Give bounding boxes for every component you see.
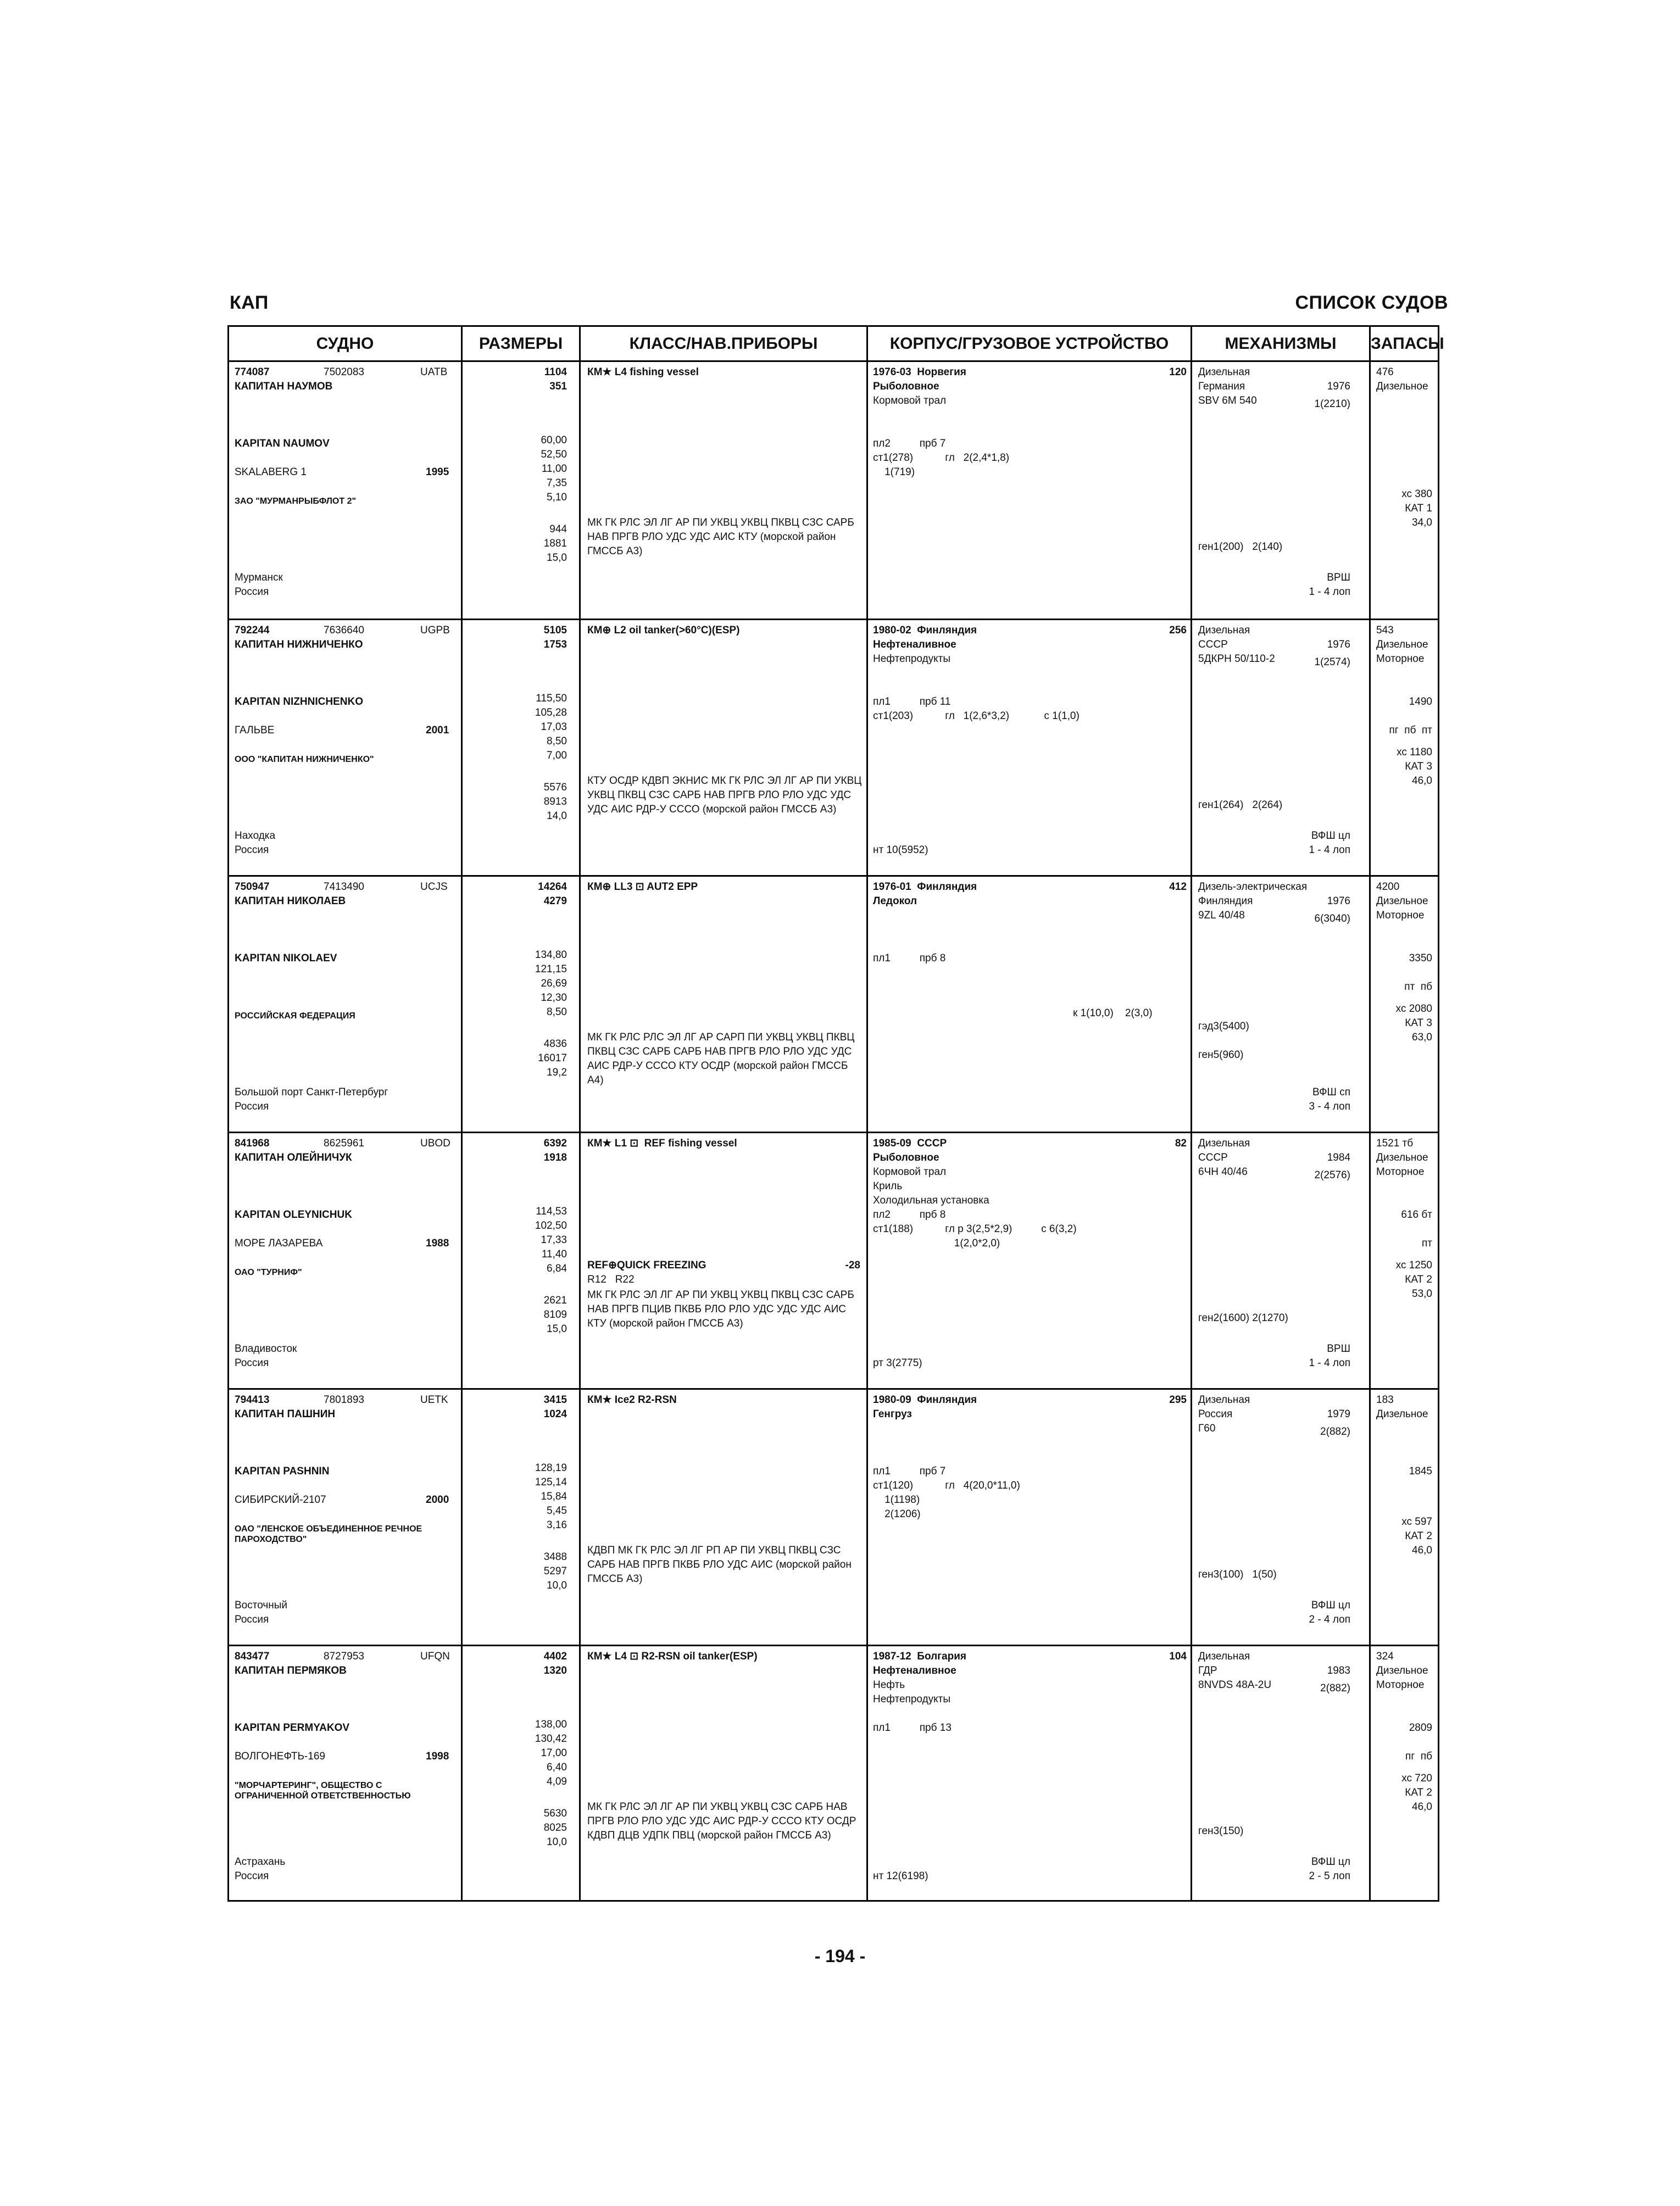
- cargo-tanks: нт 12(6198): [873, 1870, 928, 1882]
- deadweight-value: 16017: [538, 1052, 567, 1064]
- former-name-year: 2001: [426, 725, 449, 736]
- stores-fuel: 4200: [1376, 881, 1400, 893]
- registry-number: 843477: [235, 1651, 270, 1662]
- stores-water: 63,0: [1412, 1032, 1432, 1043]
- cargo-tanks: рт 3(2775): [873, 1357, 922, 1369]
- class-notation: КМ⊕ LL3 ⊡ AUT2 EPP: [587, 881, 698, 893]
- ship-name-latin: KAPITAN PASHNIN: [235, 1466, 330, 1477]
- stores-water: 53,0: [1412, 1288, 1432, 1300]
- tonnage-value: 6392: [543, 1138, 567, 1149]
- propeller-blades: 3 - 4 лоп: [1309, 1101, 1350, 1112]
- stores-water: хс 720: [1401, 1773, 1432, 1784]
- ship-record: [229, 362, 1438, 619]
- class-notation: КМ⊕ L2 oil tanker(>60°C)(ESP): [587, 625, 740, 636]
- deadweight-value: 5630: [543, 1808, 567, 1819]
- former-name-year: 1988: [426, 1238, 449, 1249]
- dimension-value: 11,40: [541, 1249, 567, 1260]
- ship-name-latin: KAPITAN NIZHNICHENKO: [235, 696, 363, 708]
- hull-detail-line: 1(719): [873, 466, 915, 478]
- engine-type: Дизельная: [1198, 1138, 1250, 1149]
- ships-table: [227, 325, 1444, 1902]
- class-notation: КМ★ Ice2 R2-RSN: [587, 1394, 677, 1406]
- hull-detail-line: 2(1206): [873, 1508, 921, 1520]
- engine-power: 2(882): [1320, 1426, 1350, 1438]
- engine-power: 1(2574): [1314, 656, 1350, 668]
- dimension-value: 5,45: [547, 1505, 567, 1517]
- former-name-year: 1995: [426, 466, 449, 478]
- engine-type: Дизельная: [1198, 625, 1250, 636]
- deadweight-value: 1881: [543, 538, 567, 549]
- generators: ген3(150): [1198, 1825, 1244, 1837]
- generators-secondary: ген5(960): [1198, 1049, 1244, 1061]
- tonnage-value: 4279: [543, 895, 567, 907]
- dimension-value: 128,19: [535, 1462, 567, 1474]
- imo-number: 7801893: [324, 1394, 364, 1406]
- stores-water: КАТ 3: [1405, 761, 1432, 772]
- former-name-year: 1998: [426, 1751, 449, 1762]
- build-info: 1976-01 Финляндия: [873, 881, 977, 893]
- stores-fuel: Дизельное: [1376, 381, 1428, 392]
- propeller-blades: 1 - 4 лоп: [1309, 586, 1350, 598]
- deadweight-value: 5297: [543, 1566, 567, 1577]
- deadweight-value: 3488: [543, 1551, 567, 1563]
- stores-fuel: Дизельное: [1376, 1408, 1428, 1420]
- stores-capacity: 2809: [1409, 1722, 1432, 1734]
- ship-type-line: Рыболовное: [873, 381, 939, 392]
- dimension-value: 5,10: [547, 492, 567, 503]
- dimension-value: 130,42: [535, 1733, 567, 1745]
- engine-power: 2(2576): [1314, 1169, 1350, 1181]
- navigation-equipment: КДВП МК ГК РЛС ЭЛ ЛГ РП АР ПИ УКВЦ ПКВЦ СЗС САРБ НАВ ПРГВ ПКВБ РЛО УДС АИС (морской район ГМССБ А3): [587, 1545, 852, 1585]
- refrigeration-temperature: -28: [845, 1260, 860, 1271]
- engine-year: 1983: [1327, 1665, 1350, 1676]
- build-info: 1985-09 СССР: [873, 1138, 947, 1149]
- flag-country: Россия: [235, 586, 269, 598]
- stores-fuel: Дизельное: [1376, 1665, 1428, 1676]
- column-header-stores: ЗАПАСЫ: [1371, 335, 1444, 353]
- deadweight-value: 4836: [543, 1038, 567, 1050]
- engine-year: 1979: [1327, 1408, 1350, 1420]
- ship-type-line: Нефтеналивное: [873, 1665, 956, 1676]
- engine-power: 2(882): [1320, 1683, 1350, 1694]
- stores-capacity: 1845: [1409, 1466, 1432, 1477]
- hull-detail-line: ст1(203) гл 1(2,6*3,2) с 1(1,0): [873, 710, 1080, 722]
- stores-water: хс 380: [1401, 488, 1432, 500]
- tonnage-value: 14264: [538, 881, 567, 893]
- ship-type-line: Ледокол: [873, 895, 917, 907]
- cargo-tanks: нт 10(5952): [873, 844, 928, 856]
- stores-water: КАТ 2: [1405, 1274, 1432, 1285]
- navigation-equipment: МК ГК РЛС РЛС ЭЛ ЛГ АР САРП ПИ УКВЦ УКВЦ ПКВЦ ПКВЦ СЗС САРБ САРБ НАВ ПРГВ РЛО РЛО УДС УДС АИС РДР-У СССО КТУ ОСДР (морской район ГМССБ А4): [587, 1032, 855, 1086]
- dimension-value: 125,14: [535, 1477, 567, 1488]
- call-sign: UETK: [420, 1394, 448, 1406]
- column-header-machinery: МЕХАНИЗМЫ: [1192, 327, 1371, 360]
- generators: ген2(1600) 2(1270): [1198, 1312, 1288, 1324]
- call-sign: UFQN: [420, 1651, 450, 1662]
- hull-number: 104: [1169, 1651, 1187, 1662]
- propeller-type: ВФШ цл: [1311, 1600, 1350, 1611]
- stores-capacity: пг пб: [1405, 1751, 1432, 1762]
- deadweight-value: 944: [549, 523, 567, 535]
- engine-country: Финляндия: [1198, 895, 1253, 907]
- deadweight-value: 5576: [543, 782, 567, 793]
- engine-year: 1976: [1327, 639, 1350, 650]
- propeller-blades: 1 - 4 лоп: [1309, 1357, 1350, 1369]
- ship-name-russian: КАПИТАН ПАШНИН: [235, 1408, 336, 1420]
- hull-detail-line: пл2 прб 8: [873, 1209, 946, 1221]
- dimension-value: 6,84: [547, 1263, 567, 1274]
- dimension-value: 60,00: [541, 434, 567, 446]
- former-name: ВОЛГОНЕФТЬ-169: [235, 1751, 325, 1762]
- propeller-blades: 2 - 4 лоп: [1309, 1614, 1350, 1625]
- engine-model: 6ЧН 40/46: [1198, 1166, 1248, 1178]
- column-header-class: КЛАСС/НАВ.ПРИБОРЫ: [581, 327, 868, 360]
- ship-record: [229, 875, 1438, 1132]
- propeller-type: ВФШ цл: [1311, 1856, 1350, 1868]
- dimension-value: 7,35: [547, 477, 567, 489]
- engine-type: Дизельная: [1198, 1394, 1250, 1406]
- propeller-type: ВРШ: [1327, 1343, 1350, 1355]
- ship-type-line: Криль: [873, 1180, 903, 1192]
- dimension-value: 121,15: [535, 963, 567, 975]
- call-sign: UATB: [420, 366, 448, 378]
- ship-name-russian: КАПИТАН ПЕРМЯКОВ: [235, 1665, 347, 1676]
- deadweight-value: 8913: [543, 796, 567, 807]
- engine-year: 1976: [1327, 895, 1350, 907]
- dimension-value: 52,50: [541, 449, 567, 460]
- registry-number: 774087: [235, 366, 270, 378]
- column-header-hull: КОРПУС/ГРУЗОВОЕ УСТРОЙСТВО: [868, 327, 1192, 360]
- ship-name-latin: KAPITAN NIKOLAEV: [235, 952, 337, 964]
- hull-detail-line: 1(2,0*2,0): [873, 1238, 1000, 1249]
- generators: ген3(100) 1(50): [1198, 1569, 1277, 1580]
- dimension-value: 134,80: [535, 949, 567, 961]
- navigation-equipment: МК ГК РЛС ЭЛ ЛГ АР ПИ УКВЦ УКВЦ СЗС САРБ НАВ ПРГВ РЛО РЛО УДС УДС АИС РДР-У СССО КТУ ОСДР КДВП ДЦВ УДПК ПВЦ (морской район ГМССБ А3): [587, 1801, 856, 1841]
- former-name: ГАЛЬВЕ: [235, 725, 275, 736]
- dimension-value: 4,09: [547, 1776, 567, 1787]
- ship-type-line: Нефтепродукты: [873, 653, 951, 665]
- navigation-equipment: КТУ ОСДР КДВП ЭКНИС МК ГК РЛС ЭЛ ЛГ АР ПИ УКВЦ УКВЦ ПКВЦ СЗС САРБ НАВ ПРГВ РЛО РЛО УДС УДС УДС АИС РДР-У СССО (морской район ГМССБ А3): [587, 775, 862, 815]
- registry-number: 750947: [235, 881, 270, 893]
- ship-type-line: Генгруз: [873, 1408, 912, 1420]
- class-notation: КМ★ L1 ⊡ REF fishing vessel: [587, 1138, 737, 1149]
- stores-fuel: 543: [1376, 625, 1394, 636]
- home-port: Находка: [235, 830, 276, 842]
- ship-record: [229, 1388, 1438, 1645]
- hull-detail-line: ст1(278) гл 2(2,4*1,8): [873, 452, 1010, 464]
- stores-fuel: 183: [1376, 1394, 1394, 1406]
- owner: ОАО "ТУРНИФ": [235, 1268, 302, 1277]
- navigation-equipment: МК ГК РЛС ЭЛ ЛГ АР ПИ УКВЦ УКВЦ ПКВЦ СЗС САРБ НАВ ПРГВ РЛО УДС УДС АИС КТУ (морской район ГМССБ А3): [587, 517, 854, 557]
- engine-country: СССР: [1198, 1152, 1228, 1163]
- ship-name-russian: КАПИТАН ОЛЕЙНИЧУК: [235, 1152, 352, 1163]
- ship-name-russian: КАПИТАН НИЖНИЧЕНКО: [235, 639, 363, 650]
- stores-water: хс 597: [1401, 1516, 1432, 1528]
- propeller-type: ВФШ цл: [1311, 830, 1350, 842]
- flag-country: Россия: [235, 1101, 269, 1112]
- class-notation: КМ★ L4 fishing vessel: [587, 366, 699, 378]
- stores-fuel: Дизельное: [1376, 895, 1428, 907]
- ship-type-line: Кормовой трал: [873, 395, 947, 406]
- deadweight-value: 14,0: [547, 810, 567, 822]
- deadweight-value: 8109: [543, 1309, 567, 1321]
- imo-number: 8727953: [324, 1651, 364, 1662]
- stores-capacity: 3350: [1409, 952, 1432, 964]
- dimension-value: 3,16: [547, 1519, 567, 1531]
- stores-water: КАТ 1: [1405, 503, 1432, 514]
- ship-name-russian: КАПИТАН НИКОЛАЕВ: [235, 895, 346, 907]
- stores-water: КАТ 3: [1405, 1017, 1432, 1029]
- build-info: 1987-12 Болгария: [873, 1651, 966, 1662]
- registry-number: 792244: [235, 625, 270, 636]
- dimension-value: 12,30: [541, 992, 567, 1004]
- stores-fuel: Дизельное: [1376, 1152, 1428, 1163]
- tonnage-value: 5105: [543, 625, 567, 636]
- deadweight-value: 10,0: [547, 1836, 567, 1848]
- engine-power: 6(3040): [1314, 913, 1350, 924]
- engine-model: Г60: [1198, 1423, 1216, 1434]
- dimension-value: 7,00: [547, 750, 567, 761]
- dimension-value: 17,00: [541, 1747, 567, 1759]
- deadweight-value: 19,2: [547, 1067, 567, 1078]
- dimension-value: 102,50: [535, 1220, 567, 1232]
- engine-country: ГДР: [1198, 1665, 1217, 1676]
- hull-detail-line: пл1 прб 7: [873, 1466, 946, 1477]
- former-name-year: 2000: [426, 1494, 449, 1506]
- dimension-value: 11,00: [541, 463, 567, 475]
- home-port: Восточный: [235, 1600, 288, 1611]
- stores-fuel: Моторное: [1376, 1166, 1425, 1178]
- stores-water: хс 1180: [1397, 747, 1432, 758]
- deadweight-value: 10,0: [547, 1580, 567, 1591]
- tonnage-value: 1918: [543, 1152, 567, 1163]
- flag-country: Россия: [235, 844, 269, 856]
- stores-capacity: 616 бт: [1401, 1209, 1432, 1221]
- tonnage-value: 1320: [543, 1665, 567, 1676]
- ship-type-line: Кормовой трал: [873, 1166, 947, 1178]
- dimension-value: 8,50: [547, 736, 567, 747]
- registry-number: 841968: [235, 1138, 270, 1149]
- deadweight-value: 15,0: [547, 552, 567, 564]
- engine-model: 5ДКРН 50/110-2: [1198, 653, 1275, 665]
- ship-type-line: Холодильная установка: [873, 1195, 989, 1206]
- imo-number: 7636640: [324, 625, 364, 636]
- page-header-right: СПИСОК СУДОВ: [1295, 292, 1448, 313]
- ship-name-russian: КАПИТАН НАУМОВ: [235, 381, 333, 392]
- engine-type: Дизельная: [1198, 1651, 1250, 1662]
- dimension-value: 26,69: [541, 978, 567, 989]
- call-sign: UGPB: [420, 625, 450, 636]
- ship-type-line: Нефтеналивное: [873, 639, 956, 650]
- hull-detail-line: пл1 прб 13: [873, 1722, 952, 1734]
- engine-year: 1984: [1327, 1152, 1350, 1163]
- stores-water: хс 1250: [1395, 1260, 1432, 1271]
- ship-record: [229, 619, 1438, 875]
- ship-name-latin: KAPITAN NAUMOV: [235, 438, 330, 449]
- engine-model: SBV 6M 540: [1198, 395, 1257, 406]
- owner: ЗАО "МУРМАНРЫБФЛОТ 2": [235, 497, 357, 506]
- stores-fuel: 1521 тб: [1376, 1138, 1414, 1149]
- class-notation: КМ★ L4 ⊡ R2-RSN oil tanker(ESP): [587, 1651, 758, 1662]
- ship-type-line: Нефть: [873, 1679, 905, 1691]
- ship-record: [229, 1645, 1438, 1901]
- build-info: 1980-02 Финляндия: [873, 625, 977, 636]
- owner: "МОРЧАРТЕРИНГ", ОБЩЕСТВО С ОГРАНИЧЕННОЙ ОТВЕТСТВЕННОСТЬЮ: [235, 1781, 411, 1801]
- hull-detail-line: ст1(188) гл р 3(2,5*2,9) с 6(3,2): [873, 1223, 1077, 1235]
- propeller-blades: 2 - 5 лоп: [1309, 1870, 1350, 1882]
- stores-capacity: пт пб: [1404, 981, 1432, 993]
- dimension-value: 15,84: [541, 1491, 567, 1502]
- dimension-value: 105,28: [535, 707, 567, 718]
- imo-number: 8625961: [324, 1138, 364, 1149]
- flag-country: Россия: [235, 1357, 269, 1369]
- propeller-type: ВРШ: [1327, 572, 1350, 583]
- engine-model: 8NVDS 48A-2U: [1198, 1679, 1272, 1691]
- tonnage-value: 1753: [543, 639, 567, 650]
- former-name: SKALABERG 1: [235, 466, 307, 478]
- stores-fuel: Моторное: [1376, 653, 1425, 665]
- flag-country: Россия: [235, 1614, 269, 1625]
- generators: гэд3(5400): [1198, 1021, 1249, 1032]
- stores-fuel: Моторное: [1376, 1679, 1425, 1691]
- former-name: СИБИРСКИЙ-2107: [235, 1494, 326, 1506]
- table-header: [229, 327, 1444, 362]
- ship-record: [229, 1132, 1438, 1388]
- stores-fuel: Дизельное: [1376, 639, 1428, 650]
- dimension-value: 138,00: [535, 1719, 567, 1730]
- engine-model: 9ZL 40/48: [1198, 910, 1245, 921]
- stores-capacity: пг пб пт: [1389, 725, 1432, 736]
- hull-number: 256: [1169, 625, 1187, 636]
- tonnage-value: 3415: [543, 1394, 567, 1406]
- hull-number: 82: [1175, 1138, 1187, 1149]
- dimension-value: 115,50: [536, 693, 567, 704]
- registry-number: 794413: [235, 1394, 270, 1406]
- stores-water: КАТ 2: [1405, 1787, 1432, 1798]
- page-header-left: КАП: [230, 292, 269, 313]
- call-sign: UCJS: [420, 881, 448, 893]
- hull-detail-line: 1(1198): [873, 1494, 920, 1506]
- build-info: 1976-03 Норвегия: [873, 366, 966, 378]
- imo-number: 7502083: [324, 366, 364, 378]
- hull-number: 120: [1169, 366, 1187, 378]
- owner: РОССИЙСКАЯ ФЕДЕРАЦИЯ: [235, 1011, 355, 1021]
- engine-country: Россия: [1198, 1408, 1233, 1420]
- ship-name-latin: KAPITAN OLEYNICHUK: [235, 1209, 352, 1221]
- home-port: Владивосток: [235, 1343, 297, 1355]
- column-header-dimensions: РАЗМЕРЫ: [463, 327, 581, 360]
- engine-type: Дизельная: [1198, 366, 1250, 378]
- dimension-value: 6,40: [547, 1762, 567, 1773]
- call-sign: UBOD: [420, 1138, 450, 1149]
- stores-fuel: 476: [1376, 366, 1394, 378]
- propeller-type: ВФШ сп: [1312, 1087, 1350, 1098]
- owner: ООО "КАПИТАН НИЖНИЧЕНКО": [235, 755, 374, 764]
- hull-detail-line: пл2 прб 7: [873, 438, 946, 449]
- hull-number: 412: [1169, 881, 1187, 893]
- former-name: МОРЕ ЛАЗАРЕВА: [235, 1238, 323, 1249]
- generators: ген1(200) 2(140): [1198, 541, 1283, 553]
- home-port: Большой порт Санкт-Петербург: [235, 1087, 388, 1098]
- stores-water: 34,0: [1412, 517, 1432, 528]
- page-number: - 194 -: [814, 1946, 866, 1966]
- stores-fuel: Моторное: [1376, 910, 1425, 921]
- navigation-equipment: МК ГК РЛС ЭЛ ЛГ АР ПИ УКВЦ УКВЦ ПКВЦ СЗС САРБ НАВ ПРГВ ПЦИВ ПКВБ РЛО РЛО УДС УДС УДС АИС КТУ (морской район ГМССБ А3): [587, 1289, 854, 1329]
- imo-number: 7413490: [324, 881, 364, 893]
- ship-name-latin: KAPITAN PERMYAKOV: [235, 1722, 350, 1734]
- engine-type: Дизель-электрическая: [1198, 881, 1308, 893]
- hull-detail-line: пл1 прб 11: [873, 696, 951, 708]
- hull-detail-line: ст1(120) гл 4(20,0*11,0): [873, 1480, 1020, 1491]
- engine-power: 1(2210): [1314, 398, 1350, 410]
- hull-detail-extra: к 1(10,0) 2(3,0): [1073, 1007, 1153, 1019]
- propeller-blades: 1 - 4 лоп: [1309, 844, 1350, 856]
- tonnage-value: 1024: [543, 1408, 567, 1420]
- generators: ген1(264) 2(264): [1198, 799, 1283, 811]
- engine-year: 1976: [1327, 381, 1350, 392]
- refrigerant-gases: R12 R22: [587, 1274, 635, 1285]
- engine-country: СССР: [1198, 639, 1228, 650]
- hull-number: 295: [1169, 1394, 1187, 1406]
- tonnage-value: 4402: [543, 1651, 567, 1662]
- ship-type-line: Нефтепродукты: [873, 1694, 951, 1705]
- build-info: 1980-09 Финляндия: [873, 1394, 977, 1406]
- stores-water: 46,0: [1412, 1545, 1432, 1556]
- dimension-value: 17,33: [541, 1234, 567, 1246]
- engine-country: Германия: [1198, 381, 1245, 392]
- tonnage-value: 1104: [544, 366, 567, 378]
- refrigeration-notation: REF⊕QUICK FREEZING: [587, 1260, 707, 1271]
- flag-country: Россия: [235, 1870, 269, 1882]
- hull-detail-line: пл1 прб 8: [873, 952, 946, 964]
- owner: ОАО "ЛЕНСКОЕ ОБЪЕДИНЕННОЕ РЕЧНОЕ ПАРОХОДСТВО": [235, 1524, 422, 1544]
- stores-capacity: 1490: [1409, 696, 1432, 708]
- stores-water: 46,0: [1412, 1801, 1432, 1813]
- dimension-value: 8,50: [547, 1006, 567, 1018]
- deadweight-value: 8025: [543, 1822, 567, 1834]
- ship-type-line: Рыболовное: [873, 1152, 939, 1163]
- home-port: Астрахань: [235, 1856, 286, 1868]
- column-header-ship: СУДНО: [229, 327, 463, 360]
- deadweight-value: 2621: [543, 1295, 567, 1306]
- tonnage-value: 351: [549, 381, 567, 392]
- stores-water: КАТ 2: [1405, 1530, 1432, 1542]
- deadweight-value: 15,0: [547, 1323, 567, 1335]
- dimension-value: 114,53: [536, 1206, 567, 1217]
- stores-capacity: пт: [1422, 1238, 1432, 1249]
- stores-water: хс 2080: [1395, 1003, 1432, 1015]
- stores-fuel: 324: [1376, 1651, 1394, 1662]
- dimension-value: 17,03: [541, 721, 567, 733]
- stores-water: 46,0: [1412, 775, 1432, 787]
- home-port: Мурманск: [235, 572, 283, 583]
